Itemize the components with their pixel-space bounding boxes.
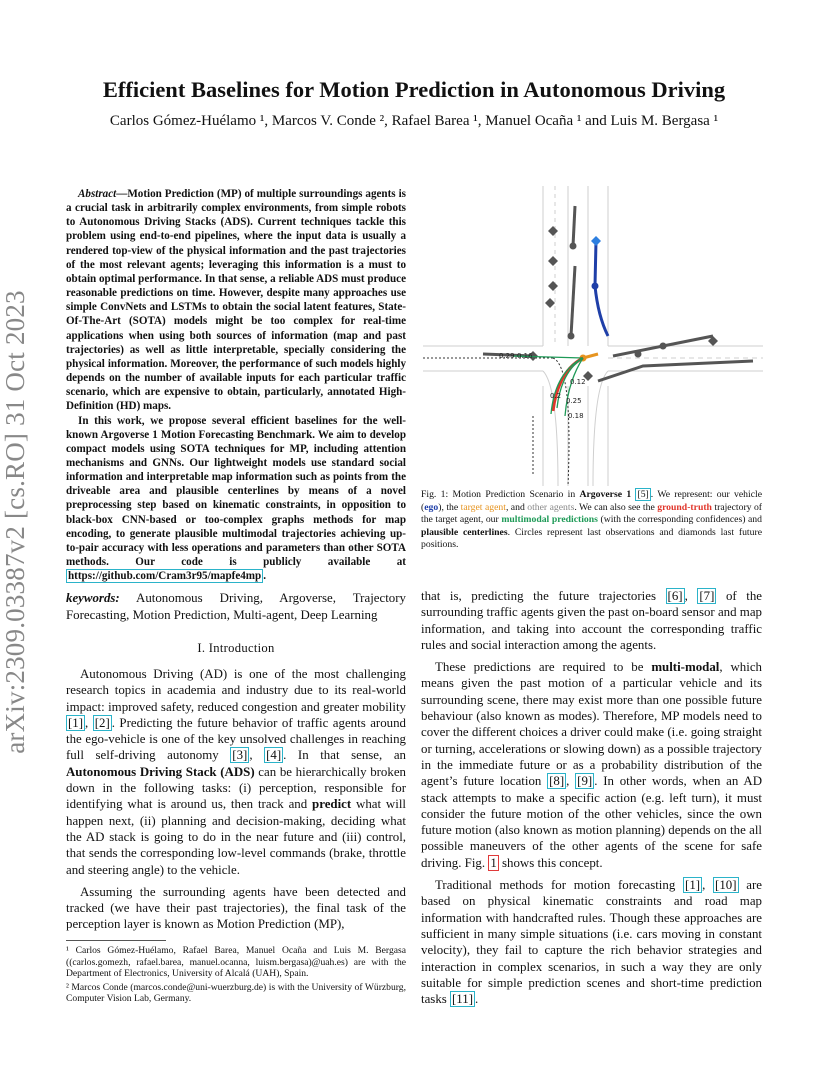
footnotes — [66, 940, 406, 1007]
figure-1-scenario — [423, 186, 763, 486]
keywords-text: Autonomous Driving, Argoverse, Trajectory Forecasting, Motion Prediction, Multi-agent, Deep Learning — [66, 591, 406, 622]
confidence-label: 0.12 — [570, 378, 586, 386]
intro-paragraph-1: Autonomous Driving (AD) is one of the most challenging research topics in academia and industry due to its real-world impact: improved safety, reduced congestion and greater mobility [1] , [2] . Predicting the future behavior of traffic agents around the ego-vehicle is one of the key unsolved challenges in reaching full self-driving autonomy [3] , [4] . In that sense, an Autonomous Driving Stack (ADS) can be hierarchically broken down in the following tasks: (i) perception, responsible for identifying what is around us, then track and predict what will happen next, (ii) planning and decision-making, deciding what the AD stack is going to do in the near future and (iii) control, that sends the corresponding low-level commands (brake, throttle and steering angle) to the vehicle. — [66, 667, 406, 877]
abstract-text-1: —Motion Prediction (MP) of multiple surroundings agents is a crucial task in arbitrarily complex environments, from simple robots to Autonomous Driving Stacks (ADS). Current techniques tackle this problem using end-to-end pipelines, where the input data is usually a rendered top-view of the physical information and the past trajectories of the most relevant agents; leveraging this information is a must to obtain optimal performance. In that sense, a reliable ADS must produce reasonable predictions on time. However, despite many approaches use simple ConvNets and LSTMs to obtain the social latent features, State-Of-The-Art (SOTA) models might be too complex for real-time applications when using both sources of information (map and past trajectories) as well as little interpretable, specially considering the physical information. Moreover, the performance of such models highly depends on the number of available inputs for each particular traffic scenario, which are expensive to obtain, particularly, annotated High-Definition (HD) maps. — [66, 188, 406, 413]
arxiv-identifier: arXiv:2309.03387v2 [cs.RO] 31 Oct 2023 — [0, 290, 30, 754]
citation-link[interactable]: [11] — [452, 992, 474, 1007]
keywords — [66, 590, 406, 623]
section-heading-introduction: I. Introduction — [197, 641, 275, 655]
ego-marker — [591, 236, 601, 246]
paper-title: Efficient Baselines for Motion Prediction in Autonomous Driving — [102, 77, 726, 102]
abstract-label: Abstract — [78, 188, 117, 200]
citation-link[interactable]: [2] — [94, 715, 110, 730]
citation-link[interactable]: [8] — [549, 774, 565, 789]
right-paragraph-1: These predictions are required to be multi-modal, which means given the past motion of a particular vehicle and its surrounding scene, there may exist more than one possible future behaviour (also known as modes). Therefore, MP models need to cover the different choices a driver could make (i.e. going straight or turning, accelerations or slowing down) as a possible trajectory in the immediate future or as a probability distribution of the agent’s future location [8] , [9] . In other words, when an AD stack attempts to make a specific action (e.g. left turn), it must consider the future motion of the other vehicles, since the own future motion (also known as motion planning) depends on the all possible maneuvers of the other agents of the scene for safe driving. Fig. 1 shows this concept. — [421, 660, 763, 870]
confidence-label: 0.29 — [499, 352, 515, 360]
multimodal-predictions — [513, 356, 583, 416]
citation-link[interactable]: [10] — [715, 878, 737, 893]
footnote-1: ¹ Carlos Gómez-Huélamo, Rafael Barea, Manuel Ocaña and Luis M. Bergasa ((carlos.gomezh, rafael.barea, manuel.ocanna, luism.bergasa)@uah.es) are with the Department of Electronics, University of Alcalá (UAH), Spain. — [66, 945, 406, 980]
citation-link[interactable]: [7] — [699, 589, 715, 603]
citation-link[interactable]: [3] — [232, 748, 248, 763]
figure-link[interactable]: 1 — [490, 855, 497, 870]
citation-link[interactable]: [4] — [266, 748, 282, 763]
citation-link[interactable]: [5] — [637, 489, 649, 500]
confidence-label: 0.2 — [550, 392, 562, 400]
confidence-label: 0.25 — [566, 397, 582, 405]
left-column-text — [66, 666, 406, 939]
abstract-text-2: In this work, we propose several efficient baselines for the well-known Argoverse 1 Motion Forecasting Benchmark. We aim to develop compact models using SOTA techniques for MP, including attention mechanisms and GNNs. Our lightweight models use standard social information and interpretable map information such as points from the driveable area and plausible centerlines by means of a novel preprocessing step based on kinematic constraints, in opposition to black-box CNN-based or too-complex graphs methods for map encoding, to generate plausible multimodal trajectories achieving up-to-pair accuracy with less operations and parameters than other SOTA methods. Our code is publicly available at — [66, 414, 406, 569]
confidence-label: 0.18 — [568, 412, 584, 420]
abstract-end: . — [263, 570, 266, 583]
right-paragraph-2: Traditional methods for motion forecasting [1] , [10] are based on physical kinematic constraints and road map information with handcrafted rules. Though these approaches are sufficient in many simple situations (i.e. cars moving in constant velocity), they fail to capture the rich behavior strategies and interaction in complex scenarios, in such a way they are only suitable for simple prediction scenes and short-time prediction tasks [11] . — [421, 878, 762, 1007]
citation-link[interactable]: [1] — [685, 878, 701, 893]
confidence-labels — [499, 352, 586, 420]
abstract — [66, 187, 406, 583]
author-list: Carlos Gómez-Huélamo ¹, Marcos V. Conde ², Rafael Barea ¹, Manuel Ocaña ¹ and Luis M. Bergasa ¹ — [109, 113, 719, 129]
citation-link[interactable]: [6] — [667, 589, 683, 603]
ego-observation — [592, 283, 599, 290]
footnote-rule — [66, 940, 166, 941]
code-link[interactable]: https://github.com/Cram3r95/mapfe4mp — [68, 570, 262, 583]
figure-1-caption: Fig. 1: Motion Prediction Scenario in Argoverse 1 [5] . We represent: our vehicle (ego), the target agent, and other agents. We can also see the ground-truth trajectory of the target agent, our multimodal predictions (with the corresponding confidences) and plausible centerlines. Circles represent last observations and diamonds last future positions. — [421, 489, 763, 551]
abstract-paragraph-1 — [66, 187, 406, 414]
abstract-paragraph-2 — [66, 414, 406, 584]
footnote-2: ² Marcos Conde (marcos.conde@uni-wuerzburg.de) is with the University of Würzburg, Computer Vision Lab, Germany. — [66, 981, 406, 1005]
citation-link[interactable]: [9] — [577, 774, 593, 789]
keywords-label: keywords: — [66, 591, 120, 605]
intro-paragraph-2: Assuming the surrounding agents have been detected and tracked (we have their past trajectories), the final task of the perception layer is known as Motion Prediction (MP), — [66, 884, 406, 932]
right-paragraph-0: that is, predicting the future trajectories [6] , [7] of the surrounding traffic agents given the past on-board sensor and map information, and taking into account the corresponding traffic rules and social interaction among the agents. — [421, 589, 762, 652]
confidence-label: 0.16 — [517, 352, 533, 360]
right-column-text — [421, 588, 762, 1013]
citation-link[interactable]: [1] — [68, 715, 84, 730]
